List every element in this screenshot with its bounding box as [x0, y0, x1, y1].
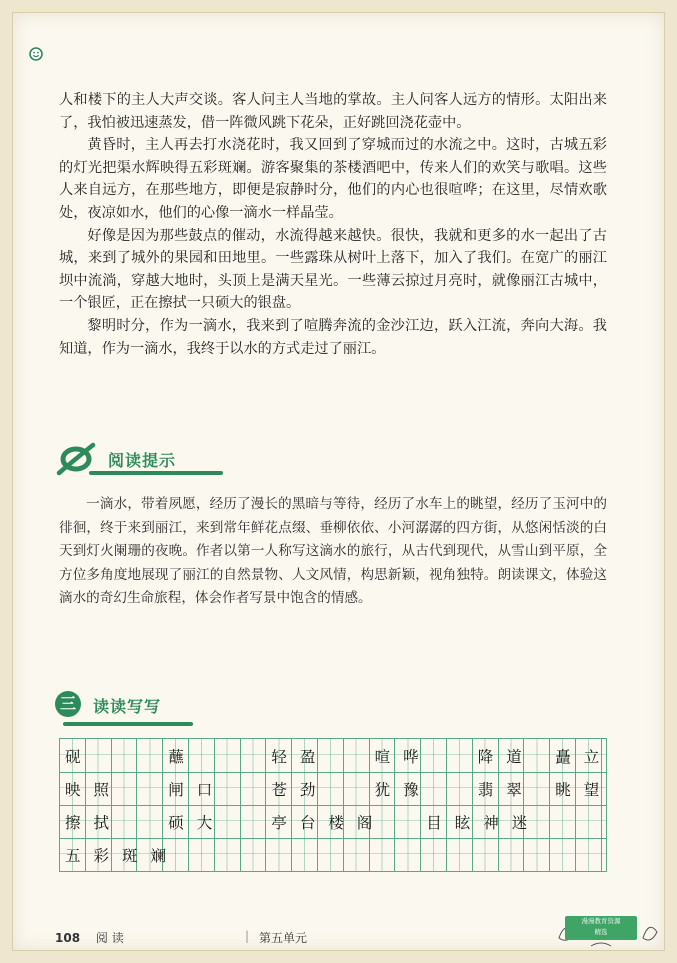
grid-cell: [241, 838, 267, 871]
grid-cell: [550, 838, 576, 871]
grid-cell: [137, 739, 163, 772]
vocab-word: 苍劲: [271, 781, 329, 799]
vocab-word: 眺望: [555, 781, 613, 799]
grid-cell: [241, 739, 267, 772]
paragraph: 好像是因为那些鼓点的催动，水流得越来越快。很快，我就和更多的水一起出了古城，来到了城外的果园和田地里。一些露珠从树叶上落下，加入了我们。在宽广的丽江坝中流淌，穿越大地时，头顶上是满天星光。一些薄云掠过月亮时，就像丽江古城中，一个银匠，正在擦拭一只硕大的银盘。: [59, 227, 607, 312]
vocab-word: 蘸: [168, 748, 197, 766]
footer-unit: 第五单元: [259, 931, 308, 945]
reading-tip-header: [53, 439, 253, 479]
grid-cell: [395, 838, 421, 871]
vocab-word: 硕大: [168, 814, 226, 832]
reading-tip-title: 阅读提示: [108, 451, 177, 470]
grid-cell: [292, 838, 318, 871]
vocab-word: 翡翠: [477, 781, 535, 799]
grid-cell: [241, 772, 267, 805]
vocab-word: 五彩斑斓: [65, 847, 180, 865]
watermark-badge: [565, 916, 637, 940]
grid-cell: [344, 838, 370, 871]
smiley-icon: [29, 47, 43, 61]
paragraph: 黄昏时，主人再去打水浇花时，我又回到了穿城而过的水流之中。这时，古城五彩的灯光把渠水辉映得五彩斑斓。游客聚集的茶楼酒吧中，传来人们的欢笑与歌唱。这些人来自远方，在那些地方，即便是寂静时分，他们的内心也很喧哗；在这里，尽情欢歌处，夜凉如水，他们的心像一滴水一样晶莹。: [59, 137, 607, 221]
grid-cell: [421, 838, 447, 871]
grid-cell: [137, 805, 163, 838]
grid-cell: [395, 805, 421, 838]
textbook-page: [12, 12, 665, 951]
grid-row: [60, 772, 613, 806]
grid-cell: [447, 838, 473, 871]
grid-cell: [550, 805, 576, 838]
paragraph: 黎明时分，作为一滴水，我来到了喧腾奔流的金沙江边，跃入江流，奔向大海。我知道，作为一滴水，我终于以水的方式走过了丽江。: [59, 317, 607, 357]
vocab-word: 犹豫: [374, 781, 432, 799]
grid-cell: [215, 739, 241, 772]
reading-tip-underline: [89, 471, 223, 475]
vocab-word: 矗立: [555, 748, 613, 766]
grid-cell: [137, 772, 163, 805]
body-text: [59, 89, 607, 360]
grid-cell: [344, 772, 370, 805]
vocab-word: 映照: [65, 781, 123, 799]
grid-cell: [576, 805, 602, 838]
vocab-word: 擦拭: [65, 814, 123, 832]
grid-row: [60, 739, 613, 773]
grid-cell: [241, 805, 267, 838]
footer-section: 阅 读: [95, 931, 124, 945]
grid-row: [60, 838, 606, 872]
vocab-word: 目眩神迷: [426, 814, 541, 832]
grid-cell: [447, 772, 473, 805]
vocab-word: 砚: [65, 748, 94, 766]
grid-cell: [447, 739, 473, 772]
watermark-text: 漫漫教育资源: [581, 917, 621, 925]
grid-cell: [189, 838, 215, 871]
vocab-word: 闸口: [168, 781, 226, 799]
read-write-header: [55, 689, 205, 729]
vocab-word: 降道: [477, 748, 535, 766]
read-write-title: 读读写写: [93, 697, 162, 716]
footer-separator: |: [245, 929, 250, 943]
vocab-word: 轻盈: [271, 748, 329, 766]
word-grid: [59, 738, 613, 872]
grid-cell: [318, 838, 344, 871]
grid-cell: [344, 739, 370, 772]
grid-cell: [576, 838, 602, 871]
grid-cell: [215, 838, 241, 871]
grid-cell: [499, 838, 525, 871]
section-number-icon: 三: [55, 691, 81, 717]
grid-cell: [370, 838, 396, 871]
watermark-stamp: [551, 910, 661, 950]
paragraph: 人和楼下的主人大声交谈。客人问主人当地的掌故。主人问客人远方的情形。太阳出来了，我怕被迅速蒸发，借一阵微风跳下花朵，正好跳回浇花壶中。: [59, 92, 607, 131]
grid-cell: [112, 739, 138, 772]
page-footer: [55, 929, 308, 946]
read-write-underline: [63, 722, 193, 726]
vocab-word: 亭台楼阁: [271, 814, 386, 832]
page-number: 108: [55, 931, 81, 945]
grid-cell: [266, 838, 292, 871]
grid-row: [60, 805, 606, 839]
reading-tip-text: 一滴水，带着夙愿，经历了漫长的黑暗与等待，经历了水车上的眺望，经历了玉河中的徘徊，终于来到丽江，来到常年鲜花点缀、垂柳依依、小河潺潺的四方街，从悠闲恬淡的白天到灯火阑珊的夜晚。作者以第一人称写这滴水的旅行，从古代到现代，从雪山到平原，全方位多角度地展现了丽江的自然景物、人文风情，构思新颖，视角独特。朗读课文，体验这滴水的奇幻生命旅程，体会作者写景中饱含的情感。: [59, 496, 607, 607]
vocab-word: 喧哗: [374, 748, 432, 766]
grid-cell: [473, 838, 499, 871]
watermark-text: 精选: [594, 928, 608, 936]
grid-cell: [524, 838, 550, 871]
